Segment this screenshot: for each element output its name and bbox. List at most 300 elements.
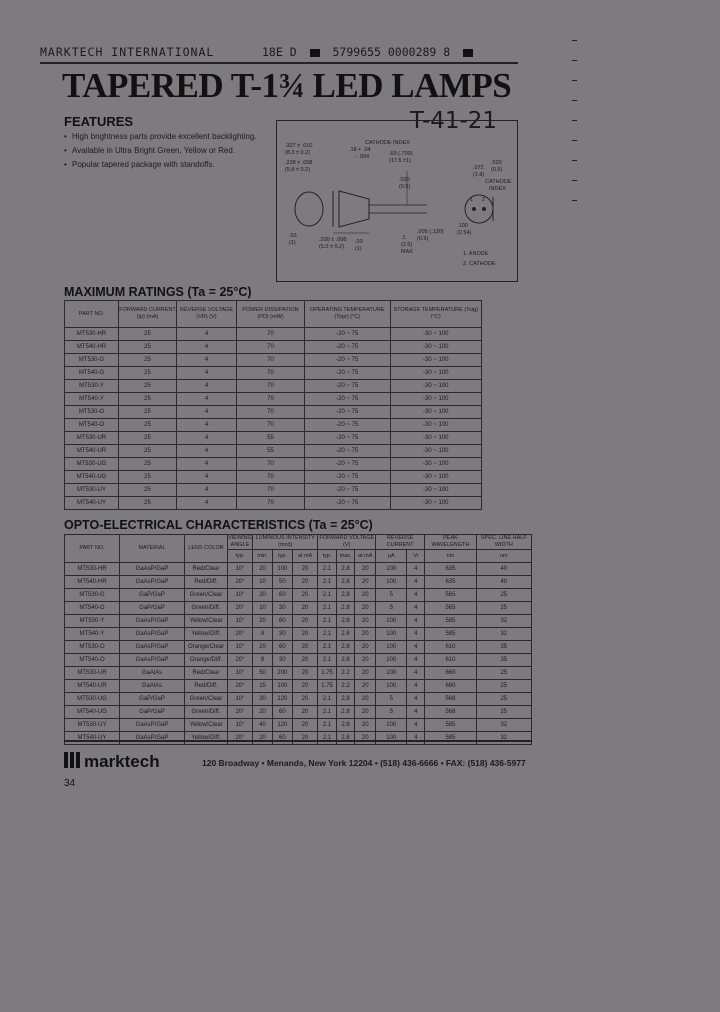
table-cell: 200 [273,667,292,680]
table-cell: -20 ~ 75 [304,328,390,341]
table-cell: 25 [118,341,176,354]
dim-label: .020 [399,177,410,183]
sub-header: typ. [273,550,292,563]
sub-header: at mA [292,550,318,563]
sub-header: min. [253,550,273,563]
table-cell: 4 [177,445,237,458]
table-row [65,589,532,602]
table-cell: -20 ~ 75 [304,497,390,510]
col-header: REVERSE CURRENT [376,535,425,550]
table-cell: 4 [407,602,425,615]
table-cell: 35 [476,641,531,654]
table-cell: 20 [292,615,318,628]
table-cell: 2.8 [336,576,355,589]
dim-label: .69 (.700) [389,151,413,157]
table-row [65,380,482,393]
marktech-logo [64,752,160,773]
table-cell: 4 [177,328,237,341]
table-row [65,615,532,628]
dim-label: (5.8 ± 0.2) [285,167,311,173]
table-cell: 585 [425,719,476,732]
table-cell: 32 [476,719,531,732]
table-cell: 4 [407,732,425,745]
dim-label: (5.0 ± 0.2) [319,244,345,250]
table-cell: 2.8 [336,615,355,628]
col-header: LUMINOUS INTENSITY (mcd) [253,535,318,550]
opto-body [65,563,532,745]
table-cell: 20° [228,628,253,641]
table-cell: Orange/Clear [185,641,228,654]
part-number-cell: MT530-G [65,354,119,367]
table-cell: 5 [376,602,407,615]
table-cell: Yellow/Diff. [185,732,228,745]
sub-header: max. [336,550,355,563]
table-cell: 50 [273,576,292,589]
table-cell: 25 [118,419,176,432]
table-cell: 20° [228,602,253,615]
table-cell: 25 [476,693,531,706]
table-cell: 2.1 [318,719,336,732]
part-number-cell: MT530-Y [65,615,120,628]
table-cell: 100 [376,615,407,628]
table-cell: 2.1 [318,589,336,602]
table-cell: 2.8 [336,732,355,745]
table-cell: 2.1 [318,654,336,667]
part-number-cell: MT530-G [65,589,120,602]
table-row [65,667,532,680]
col-header: VIEWING ANGLE [228,535,252,548]
table-cell: Yellow/Diff. [185,628,228,641]
table-cell: 568 [425,706,476,719]
max-ratings-heading: MAXIMUM RATINGS (Ta = 25°C) [64,285,252,299]
table-cell: 8 [253,628,273,641]
table-cell: 4 [177,419,237,432]
table-cell: GaP/GaP [120,693,185,706]
table-cell: 20 [292,641,318,654]
table-cell: -30 ~ 100 [390,432,481,445]
part-number-cell: MT540-HR [65,576,120,589]
table-cell: 4 [177,341,237,354]
table-cell: 70 [236,406,304,419]
table-cell: 610 [425,654,476,667]
col-header: OPERATING TEMPERATURE (Topr) (°C) [304,301,390,328]
table-cell: 25 [476,602,531,615]
dim-label: .03 [355,239,363,245]
table-cell: 25 [476,706,531,719]
logo-text: marktech [84,752,160,771]
table-cell: 100 [376,680,407,693]
table-cell: 20° [228,732,253,745]
table-cell: 4 [177,406,237,419]
table-cell: 635 [425,576,476,589]
table-row [65,641,532,654]
table-cell: 10° [228,641,253,654]
part-number-cell: MT530-UG [65,693,120,706]
pin-number: 1 [470,197,474,203]
col-header: REVERSE VOLTAGE (VR) (V) [177,301,237,328]
table-cell: 20 [355,667,376,680]
table-cell: 4 [407,576,425,589]
table-cell: -20 ~ 75 [304,367,390,380]
table-cell: 100 [376,563,407,576]
table-cell: 70 [236,341,304,354]
table-cell: 25 [118,367,176,380]
table-cell: 70 [236,497,304,510]
table-cell: 2.1 [318,641,336,654]
company-address: 120 Broadway • Menands, New York 12204 • (518) 436-6666 • FAX: (518) 436-5977 [202,758,526,768]
sub-header: at mA [355,550,376,563]
table-cell: 25 [118,471,176,484]
table-cell: 10° [228,589,253,602]
company-header: MARKTECH INTERNATIONAL [40,45,215,59]
table-cell: 20 [253,615,273,628]
col-header: STORAGE TEMPERATURE (Tstg) (°C) [390,301,481,328]
table-row [65,719,532,732]
table-cell: 20 [292,693,318,706]
table-cell: 2.8 [336,719,355,732]
dim-label: .020 [491,160,502,166]
table-cell: 2.2 [336,680,355,693]
dim-label: (0.5) [399,184,411,190]
table-cell: -20 ~ 75 [304,406,390,419]
table-row [65,497,482,510]
table-cell: 30 [273,602,292,615]
part-number-cell: MT540-O [65,654,120,667]
feature-item: • High brightness parts provide excellent backlighting. [64,131,274,142]
table-cell: 2.8 [336,693,355,706]
table-cell: 585 [425,628,476,641]
table-cell: GaAsP/GaP [120,615,185,628]
part-number-cell: MT540-O [65,419,119,432]
table-row [65,706,532,719]
led-front-outline [295,192,323,226]
table-cell: 4 [177,497,237,510]
table-cell: 2.8 [336,589,355,602]
table-cell: 25 [118,380,176,393]
table-cell: 100 [376,654,407,667]
table-cell: 20 [355,693,376,706]
table-row [65,576,532,589]
dim-label: (1) [355,246,362,252]
table-cell: 8 [253,654,273,667]
table-cell: 25 [118,354,176,367]
table-cell: -30 ~ 100 [390,419,481,432]
table-cell: -20 ~ 75 [304,393,390,406]
table-cell: Yellow/Clear [185,615,228,628]
table-cell: 4 [407,615,425,628]
part-number-cell: MT540-UG [65,471,119,484]
part-number-cell: MT530-HR [65,563,120,576]
table-cell: 20 [292,719,318,732]
table-cell: 4 [407,693,425,706]
table-cell: 30 [253,693,273,706]
table-cell: -30 ~ 100 [390,367,481,380]
black-block-mark [463,49,473,57]
table-cell: 120 [273,719,292,732]
dim-label: (2.54) [457,230,472,236]
led-side-body [339,191,369,227]
table-cell: 100 [273,680,292,693]
table-row [65,563,532,576]
col-header: FORWARD CURRENT (Ip) (mA) [118,301,176,328]
table-cell: -20 ~ 75 [304,471,390,484]
table-cell: 20 [355,628,376,641]
table-header-row [65,535,532,550]
col-header: PEAK WAVELENGTH [425,535,476,550]
handwritten-note: T-41-21 [410,108,498,134]
table-row [65,680,532,693]
pin-number: 2 [482,197,486,203]
table-cell: 2.1 [318,615,336,628]
dim-label: .100 [457,223,468,229]
table-cell: 2.8 [336,563,355,576]
table-cell: 4 [407,654,425,667]
table-cell: 20° [228,706,253,719]
table-cell: 60 [273,589,292,602]
table-cell: 2.8 [336,602,355,615]
table-row [65,732,532,745]
table-cell: Green/Diff. [185,706,228,719]
table-cell: 70 [236,484,304,497]
dim-label: .18 + .04 [349,147,371,153]
table-cell: 565 [425,602,476,615]
table-cell: 568 [425,693,476,706]
table-cell: 20 [292,576,318,589]
table-cell: GaAlAs [120,680,185,693]
part-number-cell: MT540-G [65,367,119,380]
table-cell: 660 [425,680,476,693]
part-number-cell: MT530-HR [65,328,119,341]
table-cell: GaP/GaP [120,589,185,602]
table-cell: 20 [355,641,376,654]
table-cell: 70 [236,471,304,484]
max-ratings-body [65,328,482,510]
part-number-cell: MT530-Y [65,380,119,393]
table-cell: 20 [355,576,376,589]
table-cell: 20 [253,641,273,654]
table-cell: 25 [118,328,176,341]
part-number-cell: MT540-Y [65,393,119,406]
col-header: FORWARD VOLTAGE (V) [319,535,375,548]
table-row [65,654,532,667]
table-cell: GaAsP/GaP [120,563,185,576]
table-cell: 2.2 [336,667,355,680]
table-cell: 2.1 [318,706,336,719]
table-row [65,693,532,706]
col-header: MATERIAL [120,535,185,563]
col-header: PART NO. [65,535,120,563]
code-1: 18E D [262,45,297,59]
feature-item: • Popular tapered package with standoffs. [64,159,274,170]
dim-label: .327 ± .010 [285,143,313,149]
table-cell: 20 [292,706,318,719]
table-cell: -20 ~ 75 [304,380,390,393]
table-cell: 20 [355,719,376,732]
table-cell: 1.75 [318,680,336,693]
table-cell: 55 [236,445,304,458]
part-number-cell: MT530-UG [65,458,119,471]
table-cell: 25 [118,445,176,458]
dim-label: (17.5 ±1) [389,158,411,164]
table-cell: GaAsP/GaP [120,719,185,732]
table-cell: Red/Diff. [185,576,228,589]
table-cell: 10° [228,563,253,576]
table-cell: 5 [376,706,407,719]
table-cell: GaP/GaP [120,706,185,719]
table-cell: -30 ~ 100 [390,497,481,510]
table-cell: 32 [476,615,531,628]
table-cell: 70 [236,380,304,393]
table-row [65,393,482,406]
table-row [65,484,482,497]
table-cell: 100 [376,667,407,680]
table-cell: -30 ~ 100 [390,380,481,393]
dim-label: CATHODE [485,179,512,185]
table-cell: -30 ~ 100 [390,484,481,497]
dim-label: .228 ± .008 [285,160,313,166]
table-cell: 25 [118,458,176,471]
table-cell: GaAsP/GaP [120,641,185,654]
table-cell: 585 [425,732,476,745]
dim-label: INDEX [489,186,506,192]
dim-label: .200 ± .008 [319,237,347,243]
table-cell: 10° [228,667,253,680]
catalog-code [262,45,479,59]
table-cell: 25 [118,406,176,419]
dim-label: .03 [289,233,297,239]
table-cell: 20° [228,680,253,693]
opto-table [64,534,532,745]
table-cell: 5 [376,693,407,706]
table-cell: 60 [273,615,292,628]
table-cell: 20 [355,706,376,719]
dim-label: (8.3 ± 0.2) [285,150,311,156]
table-row [65,458,482,471]
table-cell: -20 ~ 75 [304,341,390,354]
table-row [65,341,482,354]
page-title: TAPERED T-1¾ LED LAMPS [62,66,512,105]
table-cell: 20 [355,563,376,576]
table-cell: 4 [407,628,425,641]
table-cell: Red/Clear [185,563,228,576]
table-cell: 25 [476,589,531,602]
dim-label: CATHODE INDEX [365,140,410,146]
part-number-cell: MT540-HR [65,341,119,354]
table-cell: 4 [177,432,237,445]
sub-header: μA [376,550,407,563]
table-cell: 20 [292,602,318,615]
table-cell: 20° [228,654,253,667]
table-cell: 4 [407,563,425,576]
part-number-cell: MT530-UY [65,719,120,732]
table-cell: -30 ~ 100 [390,341,481,354]
footer-rule [64,740,532,742]
table-cell: 20 [355,732,376,745]
table-cell: 2.1 [318,563,336,576]
table-cell: -30 ~ 100 [390,458,481,471]
margin-ticks [572,40,578,240]
logo-bars-icon [64,752,82,773]
table-cell: GaAsP/GaP [120,732,185,745]
header-rule [40,62,518,64]
table-cell: -20 ~ 75 [304,484,390,497]
table-cell: GaAsP/GaP [120,654,185,667]
sub-header: nm [476,550,531,563]
dim-label: MAX [401,249,413,255]
table-cell: 50 [253,667,273,680]
features-heading: FEATURES [64,114,134,129]
code-2: 5799655 0000289 8 [332,45,451,59]
table-cell: 4 [177,484,237,497]
table-row [65,602,532,615]
sub-header: Vr [407,550,425,563]
table-cell: 20° [228,576,253,589]
table-cell: 2.8 [336,654,355,667]
table-cell: 10 [253,576,273,589]
table-cell: Green/Clear [185,589,228,602]
table-cell: 4 [407,667,425,680]
table-cell: GaP/GaP [120,602,185,615]
feature-item: • Available in Ultra Bright Green, Yellow or Red. [64,145,274,156]
table-cell: 4 [177,471,237,484]
table-cell: 2.1 [318,602,336,615]
table-cell: 25 [476,680,531,693]
part-number-cell: MT530-UR [65,667,120,680]
table-cell: 30 [273,654,292,667]
pin-1-dot [472,207,476,211]
table-cell: -30 ~ 100 [390,354,481,367]
table-row [65,406,482,419]
table-header-row [65,301,482,328]
dim-label: .1 [401,235,406,241]
table-cell: 20 [292,732,318,745]
part-number-cell: MT540-UY [65,732,120,745]
table-cell: 10 [253,602,273,615]
table-cell: 20 [253,706,273,719]
black-block-mark [310,49,320,57]
features-list [64,131,274,173]
table-cell: 2.1 [318,732,336,745]
legend-anode: 1. ANODE [463,251,489,257]
table-cell: 20 [292,563,318,576]
table-cell: 120 [273,693,292,706]
table-cell: 25 [118,497,176,510]
table-cell: -30 ~ 100 [390,445,481,458]
table-cell: 70 [236,419,304,432]
table-cell: 20 [292,667,318,680]
table-cell: 4 [407,680,425,693]
table-cell: 610 [425,641,476,654]
table-cell: 4 [407,706,425,719]
part-number-cell: MT530-O [65,406,119,419]
part-number-cell: MT530-O [65,641,120,654]
table-cell: 20 [253,563,273,576]
table-cell: GaAsP/GaP [120,628,185,641]
dim-label: (2.5) [401,242,413,248]
table-cell: 2.1 [318,628,336,641]
table-cell: 20 [292,628,318,641]
table-cell: GaAsP/GaP [120,576,185,589]
table-row [65,328,482,341]
table-cell: 70 [236,458,304,471]
table-cell: 30 [273,628,292,641]
table-cell: 70 [236,393,304,406]
dim-label: (0.5) [491,167,503,173]
table-cell: Green/Diff. [185,602,228,615]
table-cell: 4 [177,458,237,471]
dim-label: .005 (.130) [417,229,444,235]
opto-heading: OPTO-ELECTRICAL CHARACTERISTICS (Ta = 25°C) [64,518,373,532]
